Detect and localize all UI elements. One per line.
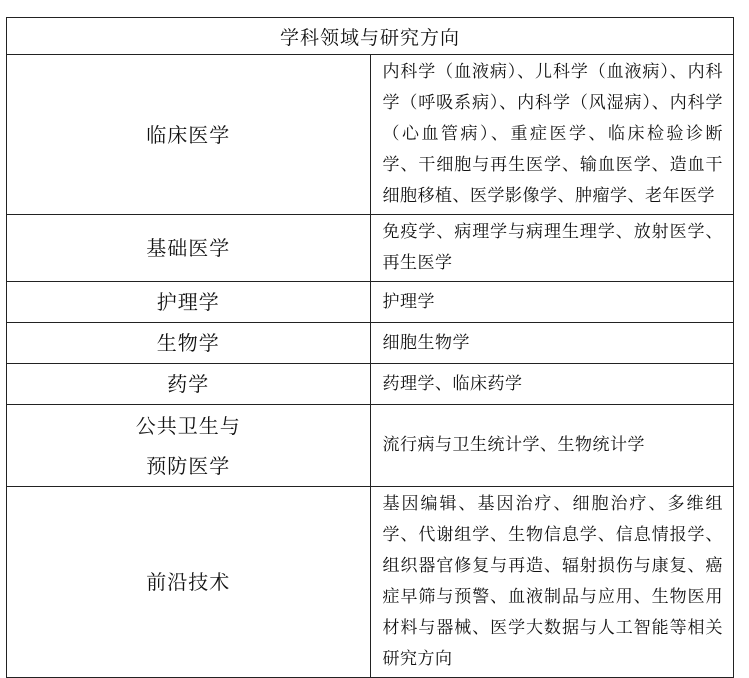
directions-cell: 药理学、临床药学 (370, 364, 734, 405)
category-cell: 护理学 (7, 282, 371, 323)
table-row (7, 215, 734, 282)
directions-cell: 细胞生物学 (370, 323, 734, 364)
directions-cell: 基因编辑、基因治疗、细胞治疗、多维组学、代谢组学、生物信息学、信息情报学、组织器官修复与再造、辐射损伤与康复、癌症早筛与预警、血液制品与应用、生物医用材料与器械、医学大数据与人工智能等相关研究方向 (370, 487, 734, 678)
table-row (7, 405, 734, 487)
table-title-row (7, 18, 734, 55)
category-cell: 生物学 (7, 323, 371, 364)
directions-cell: 护理学 (370, 282, 734, 323)
table-row (7, 364, 734, 405)
category-cell: 药学 (7, 364, 371, 405)
directions-cell: 内科学（血液病）、儿科学（血液病）、内科学（呼吸系病）、内科学（风湿病）、内科学（心血管病）、重症医学、临床检验诊断学、干细胞与再生医学、输血医学、造血干细胞移植、医学影像学、肿瘤学、老年医学 (370, 55, 734, 215)
table-row (7, 487, 734, 678)
directions-cell: 流行病与卫生统计学、生物统计学 (370, 405, 734, 487)
category-line: 预防医学 (146, 453, 231, 478)
table-row (7, 282, 734, 323)
research-fields-table (6, 17, 734, 678)
category-cell (7, 405, 371, 487)
table-row (7, 323, 734, 364)
directions-cell: 免疫学、病理学与病理生理学、放射医学、再生医学 (370, 215, 734, 282)
category-line: 公共卫生与 (135, 413, 241, 438)
category-cell: 前沿技术 (7, 487, 371, 678)
table-title: 学科领域与研究方向 (7, 18, 734, 55)
table-row (7, 55, 734, 215)
category-cell: 临床医学 (7, 55, 371, 215)
category-cell: 基础医学 (7, 215, 371, 282)
